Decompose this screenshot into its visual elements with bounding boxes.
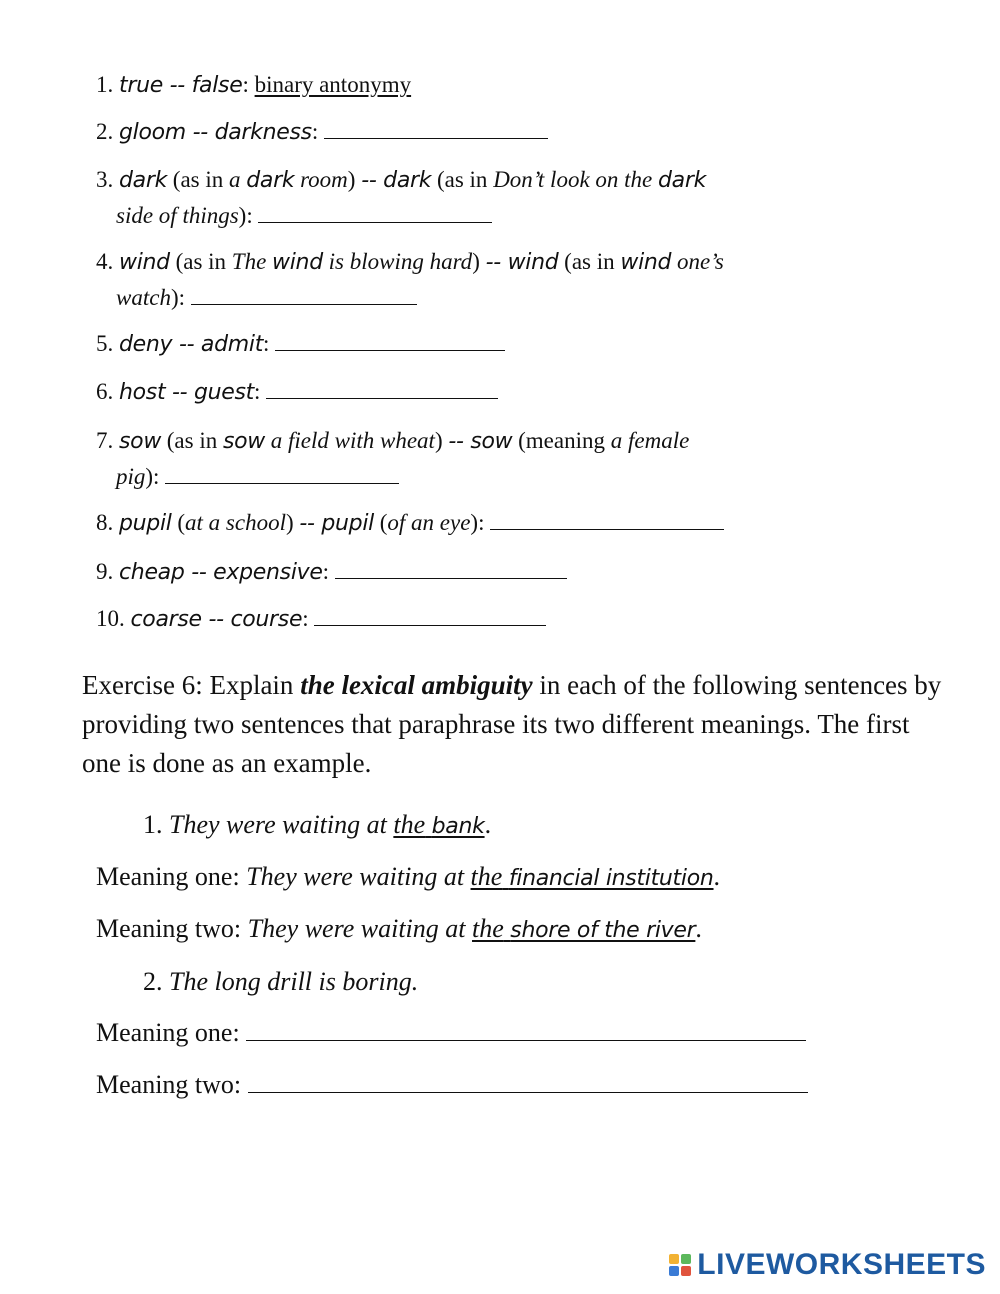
answer-text: binary antonymy: [254, 72, 412, 97]
example-meaning-one: [96, 862, 720, 894]
task-sentence: The long drill is boring.: [169, 967, 419, 996]
item-7-cont: [116, 462, 399, 492]
text: at a school: [185, 510, 286, 535]
text: ):: [238, 203, 253, 228]
task-number: 2.: [143, 967, 163, 996]
text: ): [347, 167, 356, 192]
text: a female: [610, 428, 690, 453]
text: .: [484, 810, 492, 839]
text: (as in: [166, 428, 218, 453]
text: (as in: [564, 249, 615, 274]
exercise-lead: Exercise 6: Explain: [82, 670, 294, 700]
word: dark: [658, 168, 707, 193]
text: (as in: [436, 167, 488, 192]
text: the: [470, 862, 503, 891]
item-number: 2.: [96, 119, 114, 144]
answer-blank[interactable]: [490, 511, 724, 530]
text: (: [379, 510, 388, 535]
word-pair: coarse -- course: [130, 607, 303, 632]
exercise-key-term: the lexical ambiguity: [300, 670, 533, 700]
item-8: [96, 508, 724, 539]
exercise-rest: in each of the following sentences by providing two sentences that paraphrase its two different meanings. The first one is done as an example.: [82, 670, 942, 778]
item-number: 10.: [96, 606, 125, 631]
word-pair: cheap -- expensive: [119, 560, 323, 585]
text: ):: [145, 464, 160, 489]
item-number: 7.: [96, 428, 114, 453]
colon: :: [242, 72, 249, 97]
word-pair: gloom -- darkness: [119, 120, 312, 145]
item-5: [96, 329, 505, 360]
word: wind: [620, 250, 672, 275]
word: -- dark: [361, 168, 432, 193]
word: wind: [272, 250, 323, 275]
answer-blank[interactable]: [275, 332, 505, 351]
item-number: 3.: [96, 167, 114, 192]
text: They were waiting at: [247, 914, 466, 943]
example-meaning-two: [96, 914, 702, 946]
item-number: 9.: [96, 559, 114, 584]
text: room: [300, 167, 348, 192]
text: ):: [170, 285, 186, 310]
word: sow: [119, 429, 162, 454]
item-number: 5.: [96, 331, 114, 356]
answer-blank[interactable]: [335, 560, 567, 579]
text: (as in: [172, 167, 224, 192]
meaning-label: Meaning two:: [96, 1070, 242, 1099]
exercise-instructions: [82, 666, 942, 783]
paraphrase-word: shore of the river: [510, 918, 696, 943]
text: ): [472, 249, 480, 274]
colon: :: [263, 331, 270, 356]
item-7: [96, 426, 689, 457]
text: ):: [470, 510, 485, 535]
task-2-meaning-one: [96, 1018, 806, 1048]
logo-mark-icon: [669, 1254, 691, 1276]
meaning-label: Meaning one:: [96, 1018, 240, 1047]
colon: :: [302, 606, 309, 631]
colon: :: [311, 119, 319, 144]
item-3-cont: [116, 201, 492, 231]
text: Don’t look on the: [493, 167, 653, 192]
text: The: [231, 249, 267, 274]
word: sow: [222, 429, 265, 454]
word: dark: [119, 168, 168, 193]
text: a: [229, 167, 241, 192]
word: wind: [119, 250, 170, 275]
answer-blank[interactable]: [266, 380, 498, 399]
item-9: [96, 557, 567, 588]
text: the: [472, 914, 504, 943]
text: ): [434, 428, 443, 453]
text: (as in: [175, 249, 227, 274]
answer-blank[interactable]: [258, 204, 492, 223]
text: pig: [116, 464, 146, 489]
text: side of things: [116, 203, 239, 228]
text: is blowing hard: [328, 249, 473, 274]
text: (: [177, 510, 186, 535]
task-2-meaning-two: [96, 1070, 808, 1100]
word-pair: deny -- admit: [119, 332, 264, 357]
word-pair: host -- guest: [119, 380, 254, 405]
text: They were waiting at: [169, 810, 387, 839]
item-number: 8.: [96, 510, 114, 535]
answer-blank[interactable]: [324, 120, 548, 139]
example-sentence: [143, 810, 491, 842]
word-pair: true -- false: [119, 73, 243, 98]
logo-text: LIVEWORKSHEETS: [697, 1248, 986, 1281]
text: They were waiting at: [246, 862, 465, 891]
item-3: [96, 165, 706, 196]
text: watch: [116, 285, 171, 310]
item-4: [96, 247, 724, 278]
ambiguous-word: bank: [431, 814, 485, 839]
paraphrase-word: financial institution: [508, 866, 714, 891]
text: ): [285, 510, 294, 535]
word: pupil: [119, 511, 172, 536]
meaning-one-blank[interactable]: [246, 1022, 806, 1041]
text: (meaning: [518, 428, 605, 453]
answer-blank[interactable]: [191, 286, 417, 305]
meaning-label: Meaning two:: [96, 914, 242, 943]
item-10: [96, 604, 546, 635]
colon: :: [254, 379, 261, 404]
meaning-label: Meaning one:: [96, 862, 240, 891]
liveworksheets-logo: [669, 1248, 986, 1282]
item-number: 6.: [96, 379, 114, 404]
word: dark: [246, 168, 295, 193]
text: one’s: [676, 249, 724, 274]
item-2: [96, 117, 548, 148]
text: a field with wheat: [270, 428, 435, 453]
word: -- wind: [485, 250, 559, 275]
item-number: 4.: [96, 249, 114, 274]
answer-blank[interactable]: [314, 607, 546, 626]
task-2-sentence: [143, 967, 418, 997]
item-1: [96, 70, 411, 101]
colon: :: [322, 559, 330, 584]
item-6: [96, 377, 498, 408]
example-number: 1.: [143, 810, 163, 839]
word: -- sow: [448, 429, 513, 454]
item-4-cont: [116, 283, 417, 313]
text: of an eye: [387, 510, 471, 535]
word: -- pupil: [299, 511, 374, 536]
text: .: [713, 862, 721, 891]
answer-blank[interactable]: [165, 465, 399, 484]
item-number: 1.: [96, 72, 114, 97]
meaning-two-blank[interactable]: [248, 1074, 808, 1093]
text: the: [393, 810, 426, 839]
text: .: [695, 914, 702, 943]
